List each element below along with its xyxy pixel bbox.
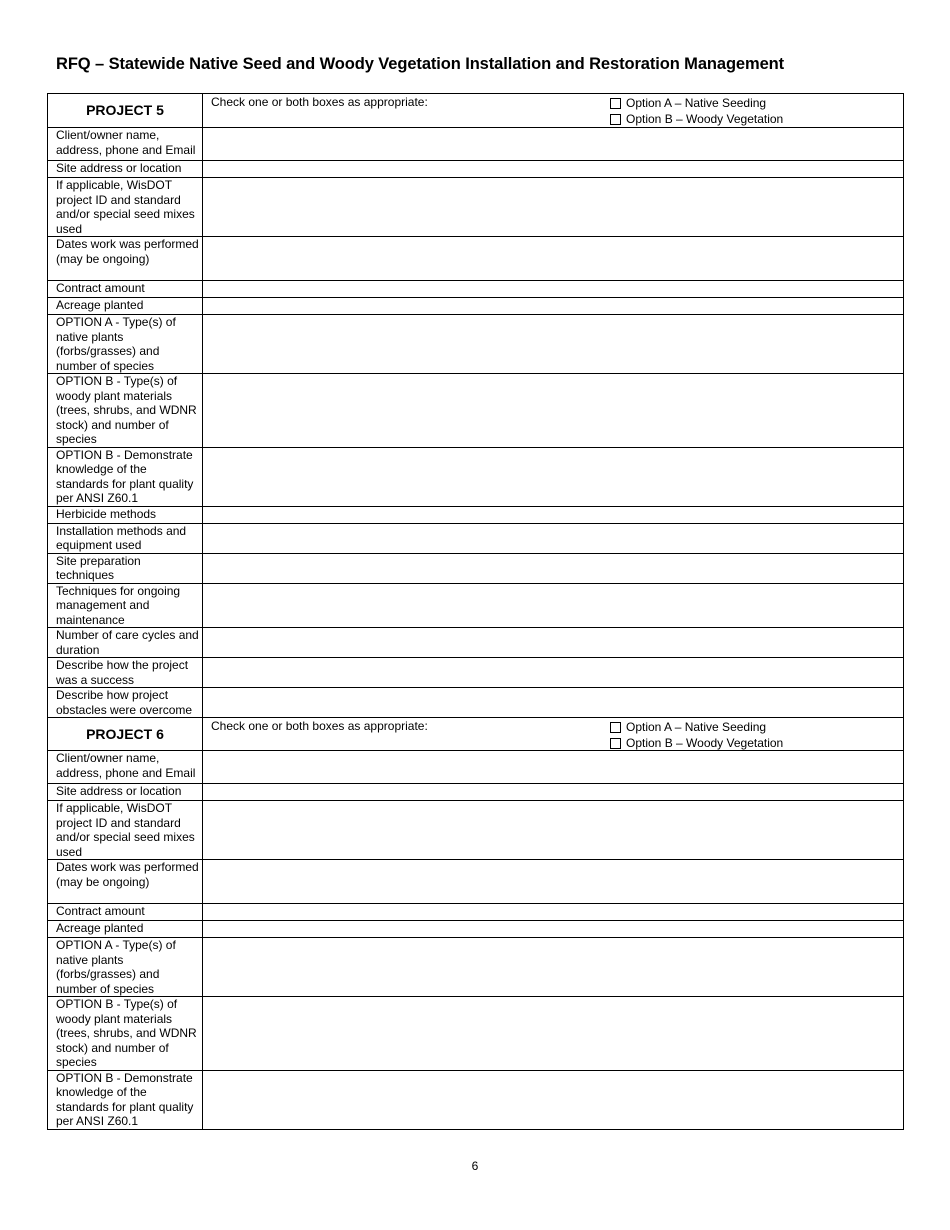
- option-a-label: Option A – Native Seeding: [626, 95, 767, 110]
- row-label: OPTION A - Type(s) of native plants (forbs/grasses) and number of species: [48, 315, 203, 374]
- answer-field[interactable]: [203, 237, 904, 281]
- answer-field[interactable]: [203, 298, 904, 315]
- answer-field[interactable]: [203, 904, 904, 921]
- checkbox-icon[interactable]: [610, 98, 621, 109]
- form-row: [48, 161, 904, 178]
- option-a-checkbox[interactable]: [610, 95, 783, 111]
- answer-field[interactable]: [203, 628, 904, 658]
- row-label: Contract amount: [48, 281, 203, 298]
- answer-field[interactable]: [203, 374, 904, 448]
- answer-field[interactable]: [203, 178, 904, 237]
- answer-field[interactable]: [203, 860, 904, 904]
- answer-field[interactable]: [203, 658, 904, 688]
- check-prompt: Check one or both boxes as appropriate:: [211, 95, 428, 109]
- row-label: Describe how the project was a success: [48, 658, 203, 688]
- checkbox-icon[interactable]: [610, 738, 621, 749]
- project-header-row: [48, 718, 904, 751]
- answer-field[interactable]: [203, 506, 904, 523]
- option-b-checkbox[interactable]: [610, 111, 783, 127]
- form-row: [48, 128, 904, 161]
- row-label: OPTION B - Type(s) of woody plant materials (trees, shrubs, and WDNR stock) and number of species: [48, 374, 203, 448]
- row-label: OPTION A - Type(s) of native plants (forbs/grasses) and number of species: [48, 938, 203, 997]
- form-row: [48, 298, 904, 315]
- row-label: Installation methods and equipment used: [48, 523, 203, 553]
- row-label: If applicable, WisDOT project ID and standard and/or special seed mixes used: [48, 801, 203, 860]
- row-label: Describe how project obstacles were overcome: [48, 688, 203, 718]
- project-heading: PROJECT 5: [48, 94, 203, 128]
- row-label: Acreage planted: [48, 298, 203, 315]
- answer-field[interactable]: [203, 688, 904, 718]
- answer-field[interactable]: [203, 281, 904, 298]
- form-row: [48, 658, 904, 688]
- row-label: Client/owner name, address, phone and Email: [48, 128, 203, 161]
- form-row: [48, 751, 904, 784]
- form-row: [48, 553, 904, 583]
- answer-field[interactable]: [203, 801, 904, 860]
- option-b-checkbox[interactable]: [610, 735, 783, 751]
- row-label: OPTION B - Demonstrate knowledge of the standards for plant quality per ANSI Z60.1: [48, 1070, 203, 1129]
- answer-field[interactable]: [203, 784, 904, 801]
- form-row: [48, 583, 904, 628]
- option-b-label: Option B – Woody Vegetation: [626, 735, 784, 750]
- option-a-checkbox[interactable]: [610, 719, 783, 735]
- form-row: [48, 860, 904, 904]
- form-row: [48, 904, 904, 921]
- answer-field[interactable]: [203, 523, 904, 553]
- answer-field[interactable]: [203, 921, 904, 938]
- form-row: [48, 921, 904, 938]
- row-label: Site address or location: [48, 784, 203, 801]
- answer-field[interactable]: [203, 447, 904, 506]
- form-row: [48, 801, 904, 860]
- answer-field[interactable]: [203, 997, 904, 1071]
- form-row: [48, 997, 904, 1071]
- form-row: [48, 938, 904, 997]
- answer-field[interactable]: [203, 938, 904, 997]
- row-label: Site address or location: [48, 161, 203, 178]
- row-label: Contract amount: [48, 904, 203, 921]
- checkbox-icon[interactable]: [610, 722, 621, 733]
- page-title: RFQ – Statewide Native Seed and Woody Vegetation Installation and Restoration Management: [56, 55, 785, 73]
- form-row: [48, 628, 904, 658]
- row-label: Acreage planted: [48, 921, 203, 938]
- form-row: [48, 523, 904, 553]
- answer-field[interactable]: [203, 315, 904, 374]
- row-label: OPTION B - Demonstrate knowledge of the standards for plant quality per ANSI Z60.1: [48, 447, 203, 506]
- project-form-table: [47, 93, 904, 1130]
- form-row: [48, 315, 904, 374]
- project-header-row: [48, 94, 904, 128]
- row-label: Site preparation techniques: [48, 553, 203, 583]
- option-a-label: Option A – Native Seeding: [626, 719, 767, 734]
- row-label: Techniques for ongoing management and maintenance: [48, 583, 203, 628]
- row-label: Client/owner name, address, phone and Email: [48, 751, 203, 784]
- option-checkboxes: [610, 719, 783, 751]
- form-row: [48, 178, 904, 237]
- answer-field[interactable]: [203, 128, 904, 161]
- answer-field[interactable]: [203, 583, 904, 628]
- form-row: [48, 1070, 904, 1129]
- row-label: Dates work was performed (may be ongoing): [48, 237, 203, 281]
- answer-field[interactable]: [203, 553, 904, 583]
- option-b-label: Option B – Woody Vegetation: [626, 111, 784, 126]
- form-row: [48, 784, 904, 801]
- form-row: [48, 237, 904, 281]
- option-checkboxes: [610, 95, 783, 127]
- check-prompt: Check one or both boxes as appropriate:: [211, 719, 428, 733]
- answer-field[interactable]: [203, 1070, 904, 1129]
- form-row: [48, 688, 904, 718]
- option-checkbox-cell: [203, 94, 904, 128]
- option-checkbox-cell: [203, 718, 904, 751]
- answer-field[interactable]: [203, 751, 904, 784]
- form-row: [48, 506, 904, 523]
- page-number: 6: [471, 1159, 479, 1173]
- project-heading: PROJECT 6: [48, 718, 203, 751]
- row-label: Number of care cycles and duration: [48, 628, 203, 658]
- form-row: [48, 447, 904, 506]
- form-row: [48, 374, 904, 448]
- row-label: OPTION B - Type(s) of woody plant materials (trees, shrubs, and WDNR stock) and number of species: [48, 997, 203, 1071]
- answer-field[interactable]: [203, 161, 904, 178]
- form-row: [48, 281, 904, 298]
- row-label: If applicable, WisDOT project ID and standard and/or special seed mixes used: [48, 178, 203, 237]
- row-label: Herbicide methods: [48, 506, 203, 523]
- checkbox-icon[interactable]: [610, 114, 621, 125]
- row-label: Dates work was performed (may be ongoing): [48, 860, 203, 904]
